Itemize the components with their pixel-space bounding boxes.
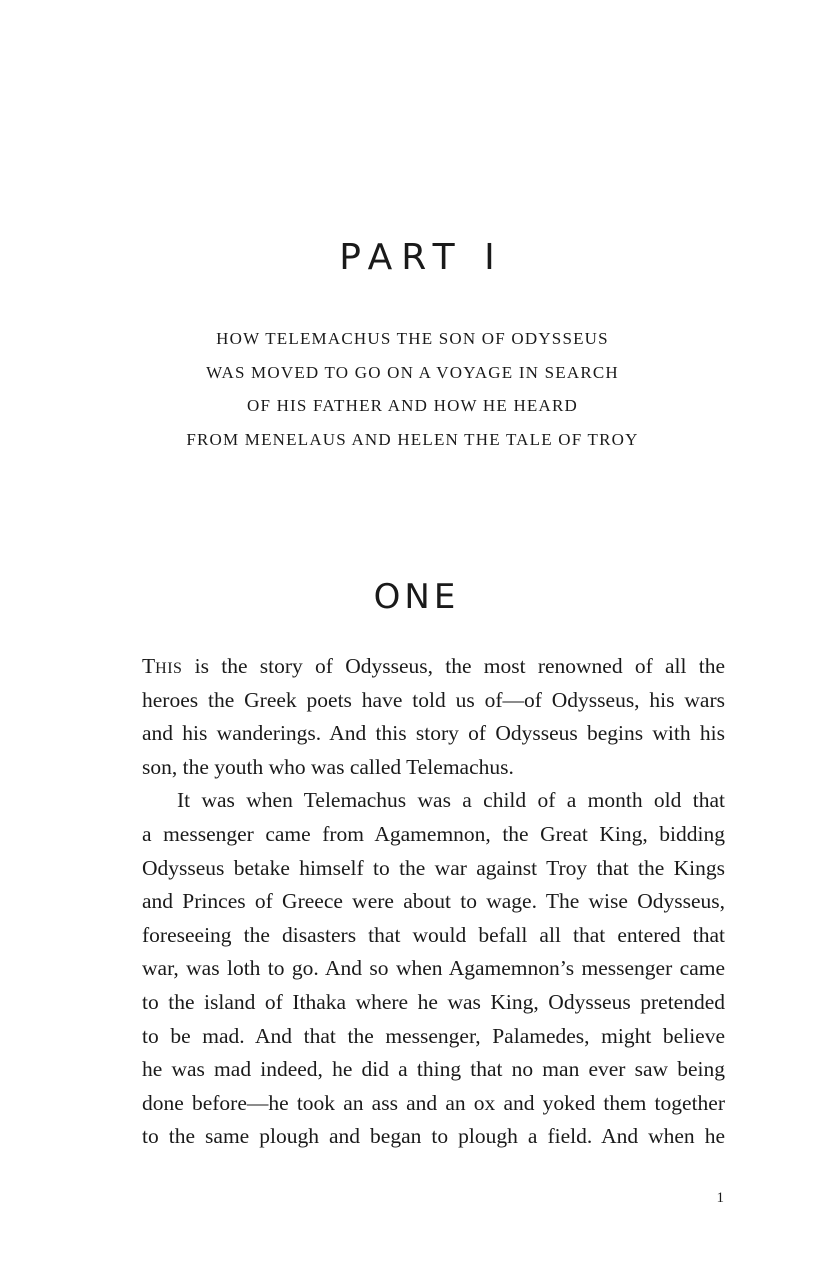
body-line: a messenger came from Agamemnon, the Great King, bidding [142, 821, 725, 846]
body-line-text: is the story of Odysseus, the most renowned of all the [182, 654, 725, 678]
body-line: to the same plough and began to plough a field. And when he [142, 1124, 725, 1149]
body-line: and his wanderings. And this story of Odysseus begins with his [142, 721, 725, 746]
body-line [142, 650, 725, 684]
drop-lead-word [142, 654, 182, 678]
chapter-title: ONE [373, 577, 460, 617]
part-subtitle-line: OF HIS FATHER AND HOW HE HEARD [247, 396, 578, 415]
lead-rest: HIS [155, 660, 183, 677]
body-line: he was mad indeed, he did a thing that no man ever saw being [142, 1057, 725, 1082]
body-line: son, the youth who was called Telemachus. [142, 754, 514, 779]
body-line: to be mad. And that the messenger, Palamedes, might believe [142, 1023, 725, 1048]
page-number: 1 [716, 1190, 725, 1206]
body-line: done before—he took an ass and an ox and yoked them together [142, 1090, 725, 1115]
part-title: PART I [339, 237, 504, 278]
part-subtitle-line: WAS MOVED TO GO ON A VOYAGE IN SEARCH [206, 362, 619, 382]
part-subtitle-line: HOW TELEMACHUS THE SON OF ODYSSEUS [216, 329, 609, 348]
body-line: and Princes of Greece were about to wage. The wise Odysseus, [142, 889, 725, 914]
part-subtitle [0, 322, 825, 456]
body-line: foreseeing the disasters that would befall all that entered that [142, 922, 725, 947]
body-line: Odysseus betake himself to the war against Troy that the Kings [142, 855, 725, 880]
body-line: war, was loth to go. And so when Agamemnon’s messenger came [142, 956, 725, 981]
body-line: to the island of Ithaka where he was King, Odysseus pretended [142, 989, 725, 1014]
lead-initial: T [142, 654, 156, 678]
chapter-body [142, 650, 725, 1154]
body-line: It was when Telemachus was a child of a month old that [177, 788, 725, 813]
body-line: heroes the Greek poets have told us of—of Odysseus, his wars [142, 687, 725, 712]
part-subtitle-line: FROM MENELAUS AND HELEN THE TALE OF TROY [186, 429, 639, 449]
